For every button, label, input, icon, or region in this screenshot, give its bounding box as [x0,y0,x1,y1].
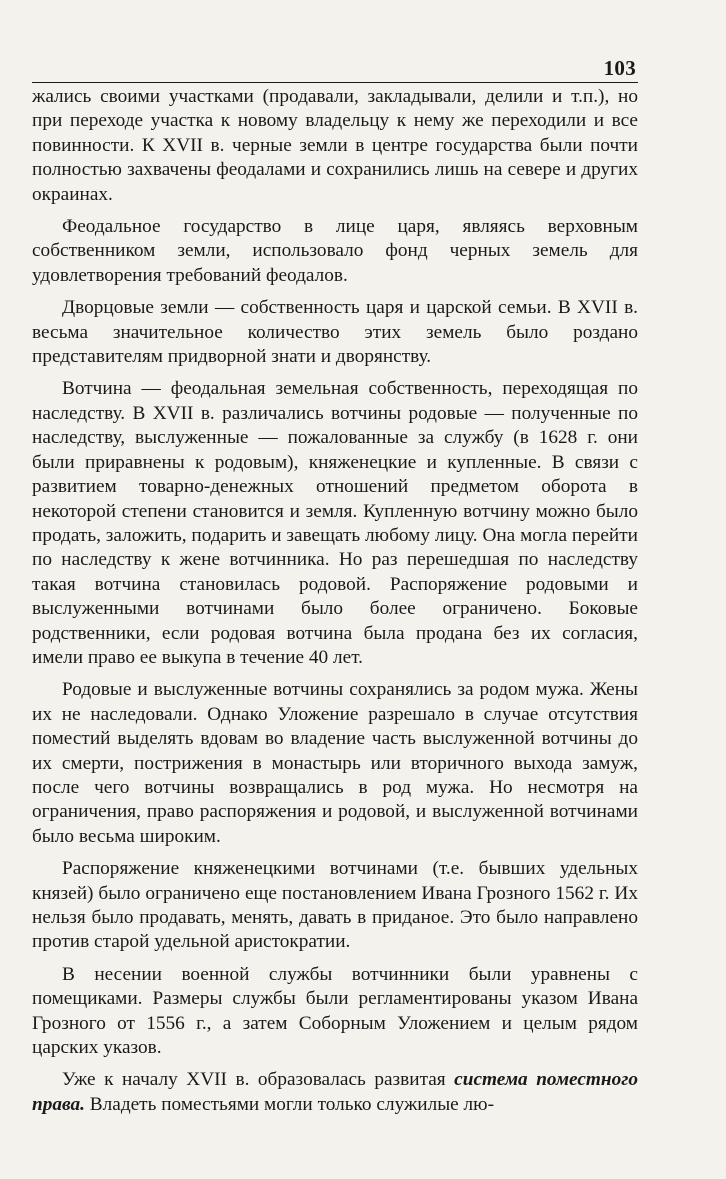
paragraph-8-start: Уже к началу XVII в. образовалась развитая [62,1069,455,1091]
emphasized-term: система поместного права. [32,1069,638,1115]
text-body [32,85,638,1117]
paragraph-7: В несении военной службы вотчинники были уравнены с помещиками. Размеры службы были регламентированы указом Ивана Грозного от 1556 г., а затем Соборным Уложением и целым рядом царских указов. [32,963,638,1059]
paragraph-6: Распоряжение княженецкими вотчинами (т.е. бывших удельных князей) было ограничено еще постановлением Ивана Грозного 1562 г. Их нельзя было продавать, менять, давать в приданое. Это было направлено против старой удельной аристократии. [32,858,638,953]
paragraph-8 [32,1068,638,1117]
paragraph-2: Феодальное государство в лице царя, являясь верховным собственником земли, использовало фонд черных земель для удовлетворения требований феодалов. [32,216,638,286]
paragraph-4: Вотчина — феодальная земельная собственность, переходящая по наследству. В XVII в. различались вотчины родовые — полученные по наследству, выслуженные — пожалованные за службу (в 1628 г. они были приравнены к родовым), княженецкие и купленные. В связи с развитием товарно-денежных отношений предметом оборота в некоторой степени становится и земля. Купленную вотчину можно было продать, заложить, подарить и завещать любому лицу. Она могла перейти по наследству к жене вотчинника. Но раз перешедшая по наследству такая вотчина становилась родовой. Распоряжение родовыми и выслуженными вотчинами было более ограничено. Боковые родственники, если родовая вотчина была продана без их согласия, имели право ее выкупа в течение 40 лет. [32,378,638,668]
paragraph-3: Дворцовые земли — собственность царя и царской семьи. В XVII в. весьма значительное количество этих земель было роздано представителям придворной знати и дворянству. [32,297,638,368]
paragraph-1: жались своими участками (продавали, закладывали, делили и т.п.), но при переходе участка к новому владельцу к нему же переходили и все повинности. К XVII в. черные земли в центре государства были почти полностью захвачены феодалами и сохранились лишь на севере и других окраинах. [32,86,638,205]
paragraph-5: Родовые и выслуженные вотчины сохранялись за родом мужа. Жены их не наследовали. Однако Уложение разрешало в случае отсутствия поместий выделять вдовам во владение часть выслуженной вотчины до их смерти, пострижения в монастырь или вторичного выхода замуж, после чего вотчины возвращались в род мужа. Но несмотря на ограничения, право распоряжения и родовой, и выслуженной вотчинами было весьма широким. [32,679,638,847]
page-number: 103 [603,56,636,80]
header-rule [32,82,638,83]
paragraph-8-end: Владеть поместьями могли только служилые лю- [84,1093,495,1115]
